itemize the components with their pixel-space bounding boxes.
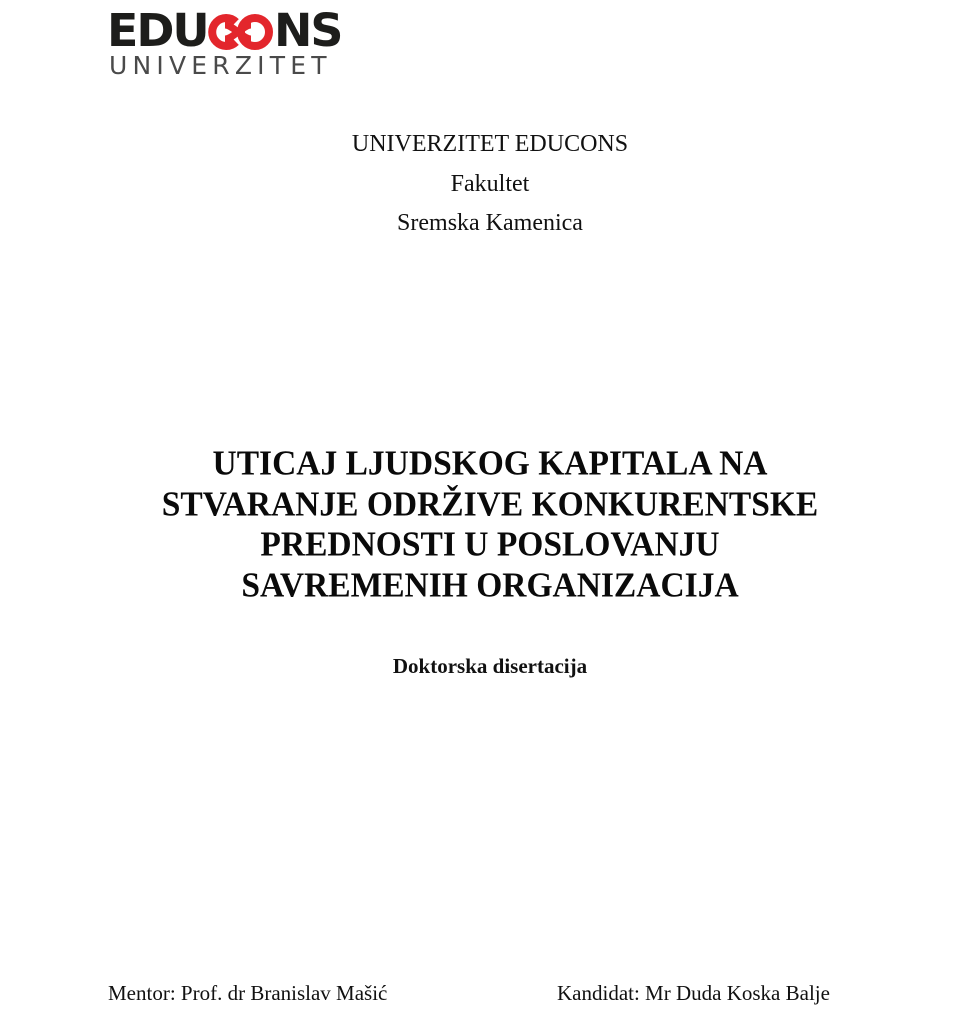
logo-text-edu: EDU — [107, 4, 208, 57]
logo-text-ns: NS — [273, 4, 342, 57]
candidate-label: Kandidat: Mr Duda Koska Balje — [557, 981, 830, 1005]
document-type: Doktorska disertacija — [392, 654, 588, 678]
dissertation-title — [0, 444, 980, 606]
infinity-co-icon — [207, 13, 273, 51]
university-name: UNIVERZITET EDUCONS — [351, 131, 629, 157]
title-line: SAVREMENIH ORGANIZACIJA — [241, 565, 739, 605]
educons-logo — [107, 4, 343, 80]
logo-wordmark — [107, 4, 342, 57]
title-line: PREDNOSTI U POSLOVANJU — [260, 524, 720, 564]
mentor-label: Mentor: Prof. dr Branislav Mašić — [108, 981, 388, 1005]
title-line: UTICAJ LJUDSKOG KAPITALA NA — [212, 444, 768, 483]
title-line: STVARANJE ODRŽIVE KONKURENTSKE — [161, 484, 819, 524]
location-label: Sremska Kamenica — [397, 210, 583, 236]
logo-subtitle: UNIVERZITET — [109, 51, 332, 80]
faculty-label: Fakultet — [450, 171, 530, 197]
